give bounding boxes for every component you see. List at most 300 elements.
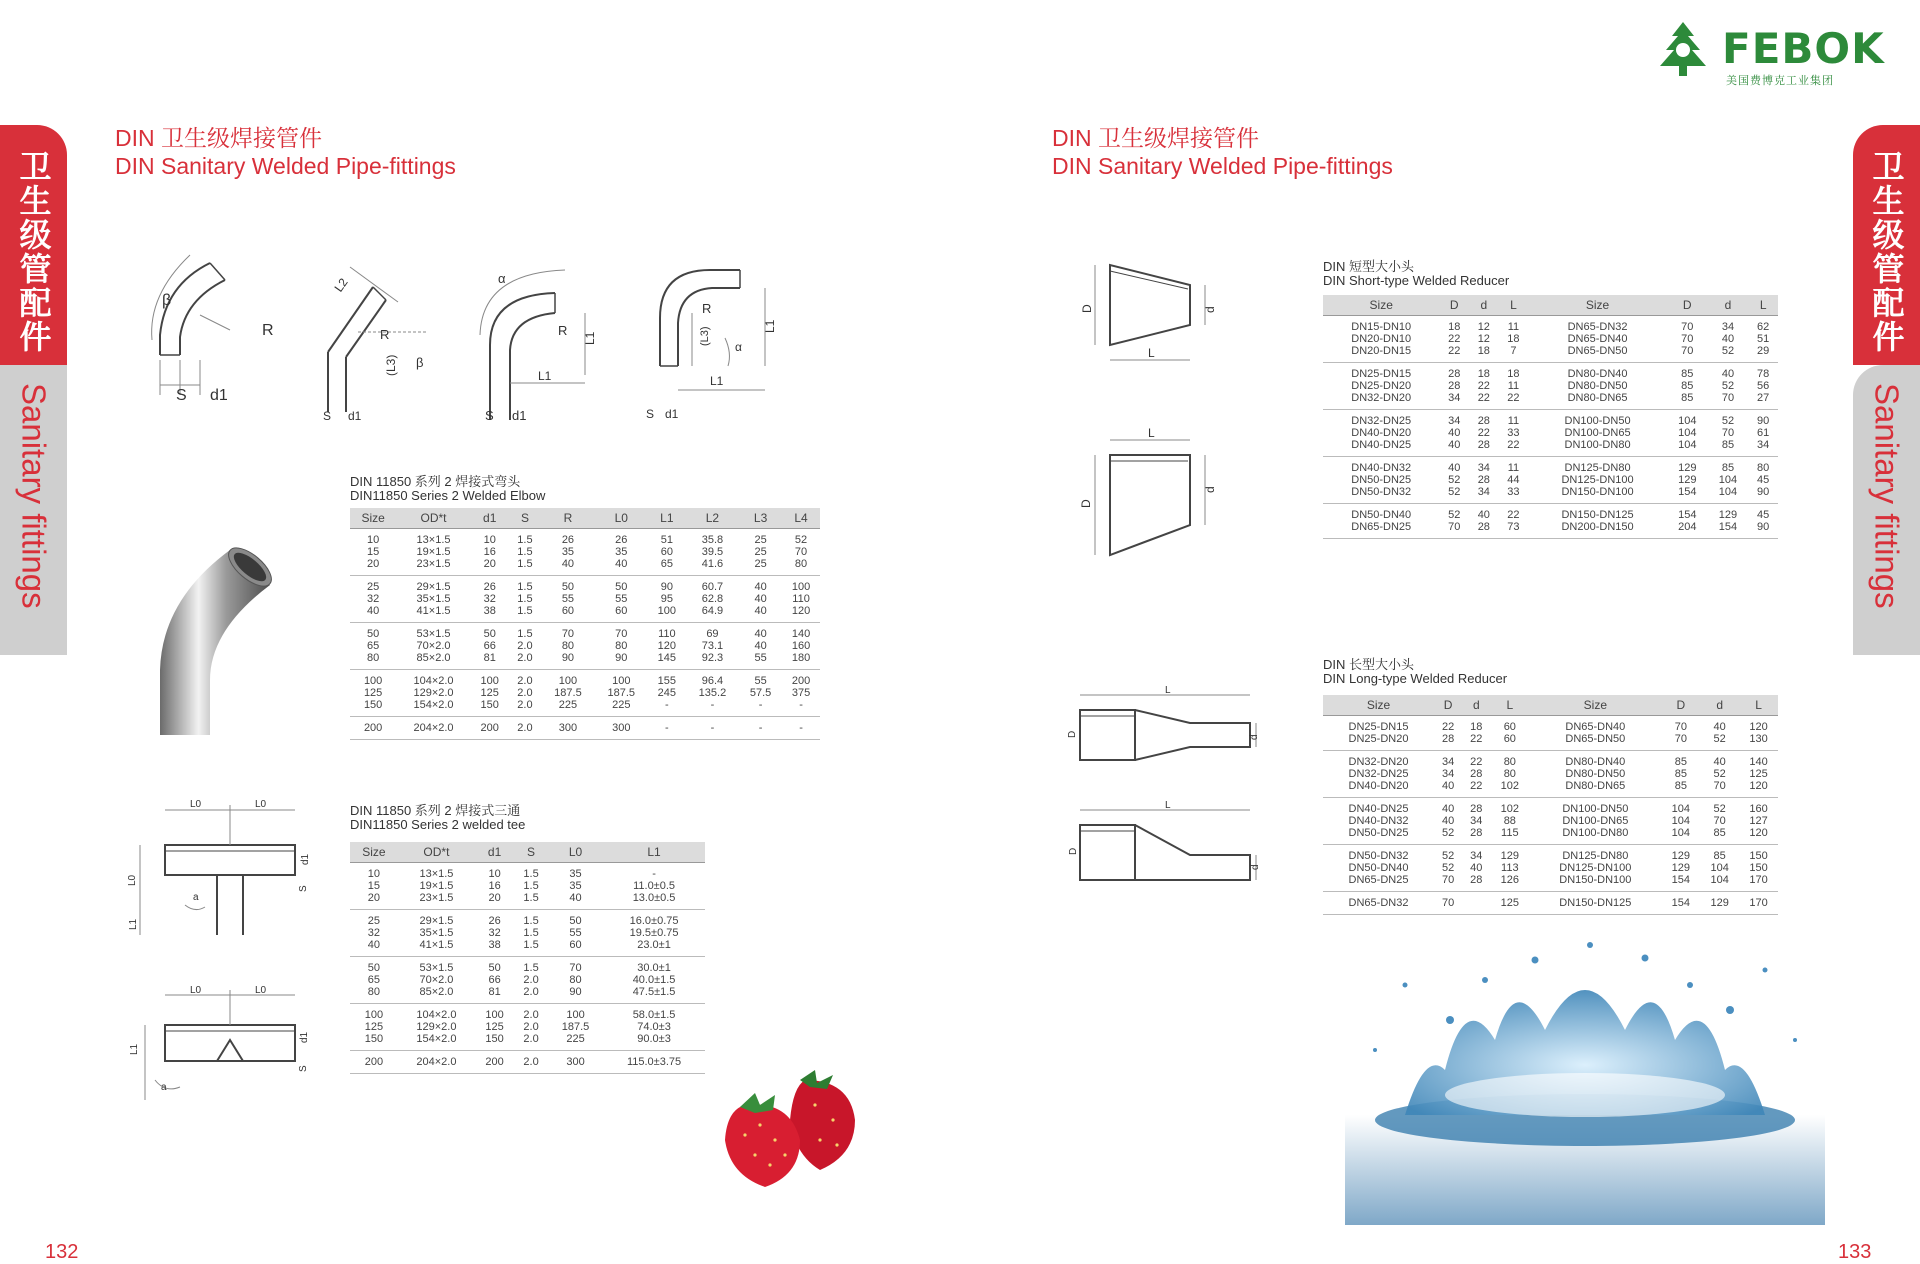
table-cell: DN40-DN20 — [1351, 426, 1412, 439]
table-cell: 28 — [1469, 439, 1499, 457]
table-cell: 28 — [1477, 414, 1490, 427]
table-cell: DN150-DN100 — [1529, 874, 1661, 892]
table-cell: 22 — [1470, 755, 1483, 768]
svg-text:L0: L0 — [190, 985, 202, 996]
table-cell: 150 — [1749, 849, 1768, 862]
table-cell: 65 — [367, 639, 380, 652]
table-cell: 19×1.5 — [416, 545, 451, 558]
svg-text:L1: L1 — [128, 918, 139, 930]
table-cell: 73 — [1499, 521, 1529, 539]
table-cell: 60 — [1490, 733, 1529, 751]
table-row — [1323, 844, 1778, 862]
table-cell: 113 — [1501, 861, 1519, 874]
table-row — [350, 986, 705, 1004]
table-cell: 40 — [350, 605, 396, 623]
table-cell: DN150-DN125 — [1561, 508, 1634, 521]
elbow-90-long-drawing — [640, 258, 790, 423]
table-cell: 80 — [615, 639, 628, 652]
table-cell: 32 — [367, 592, 380, 605]
table-cell: 60.7 — [701, 580, 724, 593]
table-cell: 41×1.5 — [398, 939, 475, 957]
table-cell: - — [648, 716, 686, 739]
column-header: L — [1490, 695, 1529, 715]
column-header: L3 — [739, 508, 782, 528]
svg-text:β: β — [162, 292, 172, 309]
table-cell: 2.0 — [509, 652, 542, 670]
table-cell: 104 — [1678, 426, 1697, 439]
table-cell: 154×2.0 — [396, 699, 471, 717]
table-cell: 70 — [569, 961, 582, 974]
table-cell: DN80-DN50 — [1567, 379, 1628, 392]
table-cell: 80 — [350, 986, 398, 1004]
table-cell: 34 — [1477, 461, 1490, 474]
tree-logo-icon — [1650, 20, 1716, 80]
short-reducer-spec-table — [1323, 295, 1778, 539]
table-cell: 115 — [1490, 827, 1529, 845]
table-cell: 300 — [541, 716, 594, 739]
svg-text:R: R — [702, 301, 712, 316]
table-cell: 12 — [1477, 320, 1490, 333]
table-cell: 52 — [1448, 473, 1461, 486]
table-row — [350, 927, 705, 939]
table-cell: 62.8 — [701, 592, 724, 605]
table-cell: 18 — [1477, 367, 1490, 380]
column-header: d1 — [471, 508, 509, 528]
table-cell: DN25-DN15 — [1351, 367, 1412, 380]
table-cell: 34 — [1441, 755, 1455, 768]
table-cell: 41×1.5 — [396, 605, 471, 623]
table-cell: 100 — [363, 674, 383, 687]
table-cell: 1.5 — [523, 867, 539, 880]
svg-text:L1: L1 — [538, 369, 552, 383]
table-cell: 80 — [782, 558, 820, 576]
table-cell: 32 — [488, 926, 501, 939]
table-cell: 34 — [1470, 814, 1483, 827]
table-cell: 40 — [1713, 755, 1726, 768]
table-row — [1323, 315, 1778, 333]
table-cell: 110 — [658, 627, 676, 640]
table-cell: DN65-DN40 — [1565, 720, 1626, 733]
table-cell: 104×2.0 — [413, 674, 454, 687]
table-cell: 35 — [615, 545, 628, 558]
table-cell: DN65-DN40 — [1567, 332, 1628, 345]
table-row — [1323, 362, 1778, 380]
table-cell: 104 — [1671, 802, 1691, 815]
table-cell: 55 — [754, 674, 767, 687]
table-cell: 2.0 — [509, 716, 542, 739]
table-cell: 38 — [471, 605, 509, 623]
table-cell: 115.0±3.75 — [603, 1050, 705, 1073]
table-cell: DN40-DN32 — [1348, 814, 1409, 827]
brand-name: FEBOK — [1722, 24, 1885, 73]
table-cell: DN15-DN10 — [1351, 320, 1412, 333]
table-cell: 22 — [1477, 426, 1490, 439]
table-cell: DN40-DN25 — [1323, 439, 1439, 457]
table-cell: 50 — [488, 961, 501, 974]
table-cell: 69 — [706, 627, 719, 640]
table-cell: 70×2.0 — [416, 639, 451, 652]
table-cell: 100 — [566, 1008, 585, 1021]
table-cell: 40 — [754, 580, 767, 593]
table-cell: 126 — [1490, 874, 1529, 892]
table-cell: 32 — [483, 592, 496, 605]
table-cell: 11 — [1507, 320, 1520, 333]
table-cell: 130 — [1739, 733, 1778, 751]
table-cell: 100 — [558, 674, 578, 687]
table-cell: 90 — [1748, 486, 1778, 504]
table-cell: 53×1.5 — [416, 627, 451, 640]
table-cell: 90 — [548, 986, 603, 1004]
table-cell: DN100-DN50 — [1562, 802, 1629, 815]
table-row — [350, 528, 820, 546]
table-cell: 50 — [615, 580, 628, 593]
table-cell: 80 — [1503, 767, 1516, 780]
svg-text:R: R — [380, 327, 390, 342]
table-cell: 61 — [1757, 426, 1770, 439]
column-header: Size — [1323, 695, 1434, 715]
table-cell: 90 — [541, 652, 594, 670]
table-cell: 23.0±1 — [603, 939, 705, 957]
table-cell: 22 — [1507, 508, 1520, 521]
table-cell: 50 — [367, 627, 380, 640]
table-cell: 1.5 — [517, 533, 533, 546]
table-row — [1323, 521, 1778, 539]
table-cell: 70 — [1667, 345, 1708, 363]
table-cell: 11 — [1507, 461, 1520, 474]
table-cell: 70 — [1674, 720, 1687, 733]
svg-text:R: R — [262, 322, 274, 339]
svg-text:S: S — [176, 387, 187, 404]
column-header: Size — [1529, 695, 1661, 715]
table-cell: 104 — [1678, 414, 1697, 427]
table-cell: 74.0±3 — [637, 1020, 671, 1033]
svg-text:L: L — [1148, 346, 1155, 360]
table-cell: 129×2.0 — [413, 686, 454, 699]
table-cell: 40.0±1.5 — [632, 973, 676, 986]
table-cell: 28 — [1470, 767, 1483, 780]
table-row — [350, 669, 820, 687]
table-cell: 40 — [350, 939, 398, 957]
table-cell: 35.8 — [701, 533, 724, 546]
table-cell: 40 — [1721, 367, 1735, 380]
table-cell: 26 — [483, 580, 496, 593]
column-header: L2 — [686, 508, 739, 528]
column-header: OD*t — [398, 842, 475, 862]
table-cell: 125 — [1749, 767, 1768, 780]
column-header: L — [1748, 295, 1778, 315]
table-cell: 2.0 — [514, 986, 548, 1004]
column-header: d — [1469, 295, 1499, 315]
table-cell: 81 — [471, 652, 509, 670]
table-row — [1323, 733, 1778, 751]
table-cell: DN25-DN20 — [1323, 733, 1434, 751]
table-row — [350, 640, 820, 652]
table-cell: 104 — [1700, 874, 1739, 892]
table-cell: 16 — [488, 879, 501, 892]
table-cell: 300 — [548, 1050, 603, 1073]
table-cell: 154×2.0 — [398, 1033, 475, 1051]
table-cell: 52 — [1708, 345, 1749, 363]
svg-text:(L3): (L3) — [699, 326, 711, 346]
table-row — [350, 716, 820, 739]
table-cell: 129 — [1718, 508, 1738, 521]
table-cell: DN80-DN40 — [1567, 367, 1628, 380]
table-cell: 25 — [739, 558, 782, 576]
column-header: Size — [350, 842, 398, 862]
table-cell: DN65-DN32 — [1323, 891, 1434, 914]
table-cell: 35 — [569, 867, 582, 880]
table-cell: DN20-DN10 — [1351, 332, 1412, 345]
table-cell: 40 — [754, 592, 767, 605]
table-cell: 60 — [660, 545, 673, 558]
table-cell: 34 — [1441, 767, 1455, 780]
table-cell: 187.5 — [554, 686, 582, 699]
table-cell: 102 — [1500, 802, 1519, 815]
table-cell: 125 — [363, 686, 383, 699]
table-cell: 28 — [1448, 367, 1461, 380]
table-cell: - — [782, 699, 820, 717]
table-cell: 34 — [1748, 439, 1778, 457]
table-cell: 2.0 — [509, 699, 542, 717]
table-cell: 90 — [1757, 414, 1770, 427]
table-cell: 129 — [1500, 849, 1519, 862]
table-cell: 62 — [1757, 320, 1770, 333]
table-cell: 104 — [1671, 814, 1691, 827]
table-cell: 28 — [1469, 521, 1499, 539]
table-cell: 32 — [367, 926, 381, 939]
elbow-45-drawing — [140, 245, 290, 415]
table-row — [350, 892, 705, 910]
table-row — [350, 622, 820, 640]
column-header: Size — [350, 508, 396, 528]
table-row — [350, 593, 820, 605]
table-cell: DN50-DN32 — [1323, 486, 1439, 504]
tee-long-drawing — [125, 795, 310, 945]
table-cell: 25 — [367, 914, 381, 927]
table-cell: 60 — [541, 605, 594, 623]
table-row — [350, 546, 820, 558]
table-cell: 2.0 — [523, 973, 539, 986]
table-row — [1323, 780, 1778, 798]
svg-text:α: α — [498, 271, 506, 286]
table-cell: 80 — [1757, 461, 1770, 474]
table-cell: 85 — [1674, 755, 1687, 768]
table-cell: 10 — [483, 533, 496, 546]
left-title-cn: DIN 卫生级焊接管件 — [115, 125, 322, 151]
table-cell: 52 — [1434, 827, 1462, 845]
table-cell: 85 — [1721, 461, 1735, 474]
elbow-spec-table — [350, 508, 820, 740]
svg-text:S: S — [323, 409, 332, 423]
table-cell: 140 — [791, 627, 811, 640]
table-cell: - — [652, 867, 656, 880]
column-header: D — [1434, 695, 1462, 715]
table-cell: 225 — [595, 699, 648, 717]
table-cell: 52 — [1700, 733, 1739, 751]
table-row — [1323, 427, 1778, 439]
table-cell: DN100-DN50 — [1564, 414, 1631, 427]
table-cell: 80 — [1503, 755, 1516, 768]
table-cell: 90 — [595, 652, 648, 670]
table-cell: 85 — [1708, 439, 1749, 457]
table-cell: 34 — [1470, 849, 1483, 862]
table-cell: 18 — [1507, 367, 1520, 380]
table-cell: 29×1.5 — [419, 914, 454, 927]
table-cell: DN40-DN20 — [1323, 780, 1434, 798]
table-cell: 25 — [367, 580, 380, 593]
table-cell: 33 — [1507, 426, 1520, 439]
table-cell: 40 — [1448, 426, 1461, 439]
table-cell: 100 — [791, 580, 811, 593]
table-cell: 52 — [1439, 486, 1469, 504]
svg-text:D: D — [1080, 304, 1094, 313]
table-row — [350, 909, 705, 927]
table-cell: 204 — [1667, 521, 1708, 539]
table-cell: 16 — [483, 545, 496, 558]
svg-text:β: β — [416, 355, 424, 370]
table-cell: 100 — [485, 1008, 504, 1021]
svg-text:d: d — [1250, 864, 1261, 870]
table-cell: 125 — [1490, 891, 1529, 914]
svg-text:L0: L0 — [255, 985, 267, 996]
svg-text:d1: d1 — [512, 408, 527, 423]
table-cell: 70 — [1681, 332, 1694, 345]
table-cell: 70 — [1661, 733, 1700, 751]
table-cell: 40 — [1721, 332, 1735, 345]
table-cell: 120 — [782, 605, 820, 623]
table-cell: 28 — [1462, 874, 1490, 892]
table-cell: 25 — [754, 545, 767, 558]
table-cell: 16.0±0.75 — [629, 914, 679, 927]
table-cell: 22 — [1462, 733, 1490, 751]
table-cell: 27 — [1748, 392, 1778, 410]
table-cell: DN50-DN40 — [1351, 508, 1412, 521]
table-cell: 100 — [364, 1008, 384, 1021]
water-splash-photo — [1345, 930, 1825, 1225]
table-cell: 30.0±1 — [637, 961, 671, 974]
table-cell: 92.3 — [686, 652, 739, 670]
table-cell: 52 — [1441, 849, 1455, 862]
table-cell: 51 — [660, 533, 673, 546]
table-cell: 22 — [1477, 379, 1490, 392]
table-cell: 129 — [1700, 891, 1739, 914]
table-row — [350, 939, 705, 957]
svg-text:L2: L2 — [331, 275, 351, 295]
table-cell: 187.5 — [607, 686, 636, 699]
table-cell: DN100-DN80 — [1528, 439, 1667, 457]
table-cell: 1.5 — [517, 627, 533, 640]
table-cell: 70 — [1681, 320, 1694, 333]
table-cell: 120 — [1749, 720, 1768, 733]
svg-text:D: D — [1079, 499, 1093, 508]
column-header: L0 — [548, 842, 603, 862]
table-cell: 58.0±1.5 — [632, 1008, 676, 1021]
table-cell: 35 — [569, 879, 582, 892]
table-cell: 104 — [1708, 486, 1749, 504]
table-cell: 64.9 — [686, 605, 739, 623]
table-cell: 300 — [595, 716, 648, 739]
table-cell: 160 — [791, 639, 811, 652]
table-cell: 53×1.5 — [419, 961, 454, 974]
table-cell: DN25-DN20 — [1351, 379, 1412, 392]
table-row — [1323, 439, 1778, 457]
table-row — [1323, 750, 1778, 768]
table-cell: 26 — [561, 533, 575, 546]
table-cell: 55 — [569, 926, 582, 939]
column-header: OD*t — [396, 508, 471, 528]
table-cell: 85 — [1681, 367, 1694, 380]
svg-text:d1: d1 — [210, 387, 228, 404]
table-cell: 120 — [1739, 827, 1778, 845]
table-cell: 52 — [1721, 414, 1735, 427]
table-cell: 129 — [1671, 861, 1691, 874]
table-cell: DN80-DN40 — [1565, 755, 1626, 768]
table-cell: 50 — [561, 580, 575, 593]
table-row — [1323, 409, 1778, 427]
table-row — [350, 1021, 705, 1033]
long-reducer-table-title: DIN 长型大小头 DIN Long-type Welded Reducer — [1323, 657, 1508, 686]
column-header: d — [1700, 695, 1739, 715]
table-cell: 225 — [541, 699, 594, 717]
table-cell: 155 — [657, 674, 677, 687]
right-page-title — [1052, 124, 1393, 180]
table-row — [1323, 392, 1778, 410]
table-cell: 102 — [1490, 780, 1529, 798]
table-cell: 125 — [364, 1020, 384, 1033]
table-cell: - — [648, 699, 686, 717]
table-cell: 34 — [1448, 414, 1461, 427]
table-cell: 150 — [1749, 861, 1768, 874]
table-cell: 40 — [1434, 780, 1462, 798]
table-row — [350, 699, 820, 717]
table-row — [1323, 768, 1778, 780]
table-row — [1323, 345, 1778, 363]
table-cell: 100 — [648, 605, 686, 623]
table-cell: 40 — [1439, 439, 1469, 457]
table-row — [350, 956, 705, 974]
column-header: Size — [1323, 295, 1439, 315]
table-row — [1323, 874, 1778, 892]
svg-text:S: S — [298, 1065, 309, 1072]
svg-text:(L3): (L3) — [384, 354, 398, 376]
table-row — [1323, 380, 1778, 392]
table-row — [1323, 456, 1778, 474]
table-cell: 50 — [569, 914, 582, 927]
page-number-right: 133 — [1838, 1241, 1872, 1263]
table-cell: 26 — [488, 914, 501, 927]
table-cell: 170 — [1739, 891, 1778, 914]
table-cell: 34 — [1469, 486, 1499, 504]
table-cell: 40 — [1477, 508, 1490, 521]
table-cell: 1.5 — [514, 892, 548, 910]
table-cell: - — [686, 699, 739, 717]
table-cell: 65 — [648, 558, 686, 576]
table-cell: 10 — [367, 533, 380, 546]
table-cell: DN40-DN25 — [1348, 802, 1409, 815]
table-cell: 70 — [1434, 891, 1462, 914]
table-cell: 22 — [1462, 780, 1490, 798]
table-cell: 104×2.0 — [416, 1008, 457, 1021]
svg-text:L0: L0 — [127, 874, 138, 886]
table-cell: 18 — [1470, 720, 1483, 733]
table-cell: 160 — [1749, 802, 1768, 815]
table-cell: 2.0 — [517, 686, 533, 699]
table-cell: 125 — [480, 686, 499, 699]
table-cell: DN80-DN65 — [1529, 780, 1661, 798]
table-cell: 50 — [367, 961, 381, 974]
table-cell: 125 — [485, 1020, 504, 1033]
table-cell: 28 — [1434, 733, 1462, 751]
